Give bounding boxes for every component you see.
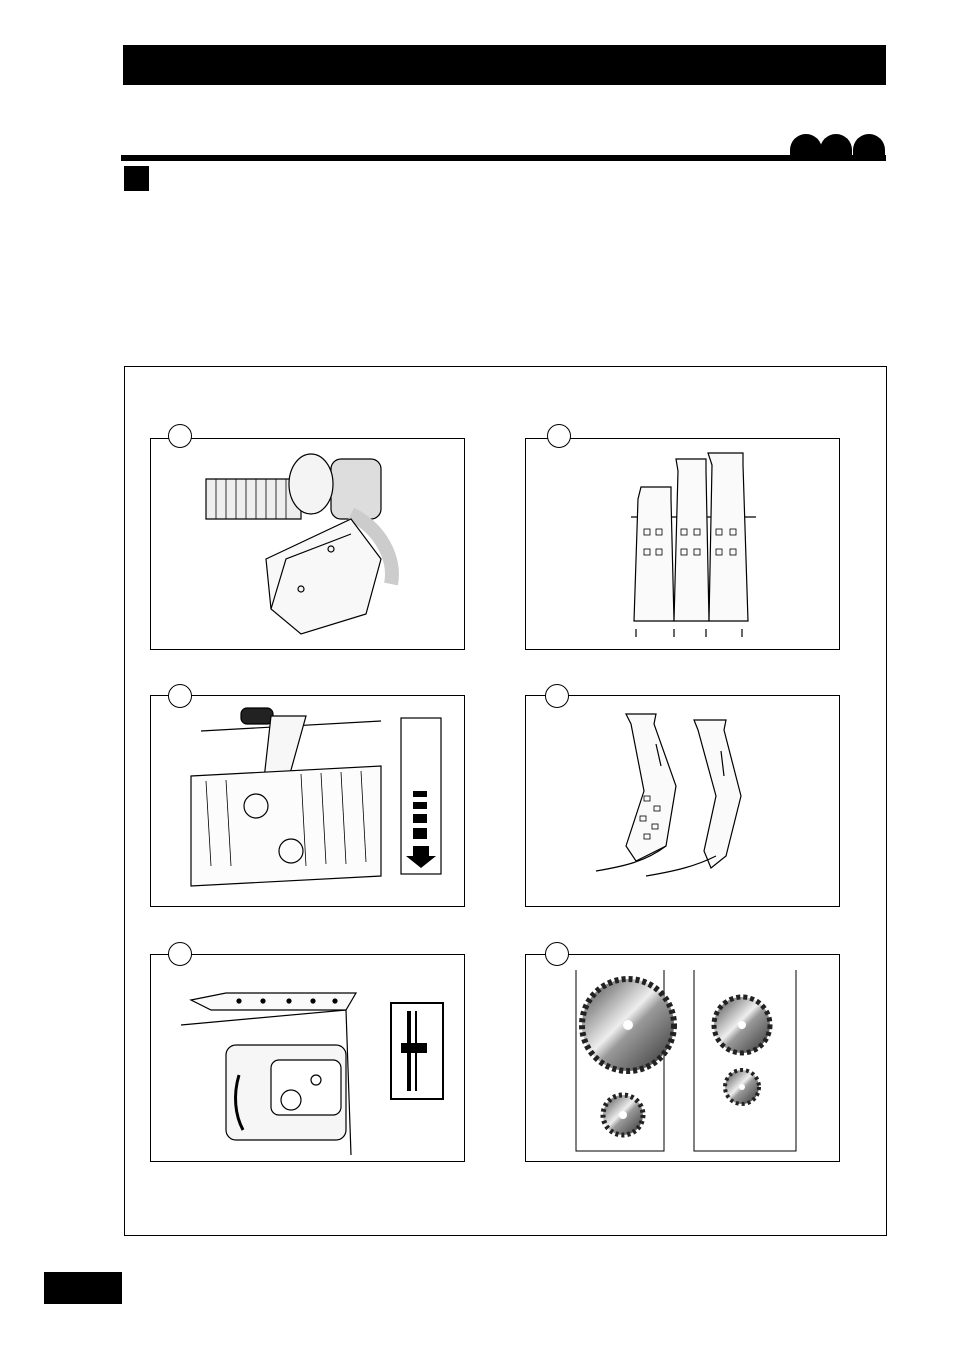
gear-sprockets-icon xyxy=(526,955,841,1163)
panel-marker-2 xyxy=(547,424,571,448)
page-number-tab xyxy=(44,1272,122,1304)
section-dot-1 xyxy=(790,134,822,158)
seed-hopper-slides-icon xyxy=(526,439,841,651)
metering-shaft-lever-icon xyxy=(151,696,466,908)
figure-panel-6 xyxy=(525,954,840,1162)
figure-panel-4 xyxy=(525,695,840,907)
figure-panel-5 xyxy=(150,954,465,1162)
panel-marker-1 xyxy=(168,424,192,448)
section-marker-square xyxy=(124,166,149,191)
figure-panel-1 xyxy=(150,438,465,650)
air-hose-duct-icon xyxy=(151,439,466,651)
gearbox-dial-icon xyxy=(151,955,466,1163)
panel-marker-3 xyxy=(168,684,192,708)
panel-marker-6 xyxy=(545,942,569,966)
panel-marker-4 xyxy=(545,684,569,708)
section-dot-2 xyxy=(820,134,852,158)
section-rule xyxy=(121,155,886,161)
panel-marker-5 xyxy=(168,942,192,966)
figure-panel-2 xyxy=(525,438,840,650)
shutter-plates-icon xyxy=(526,696,841,908)
figure-panel-3 xyxy=(150,695,465,907)
section-dot-3 xyxy=(853,134,885,158)
header-bar xyxy=(123,45,886,85)
